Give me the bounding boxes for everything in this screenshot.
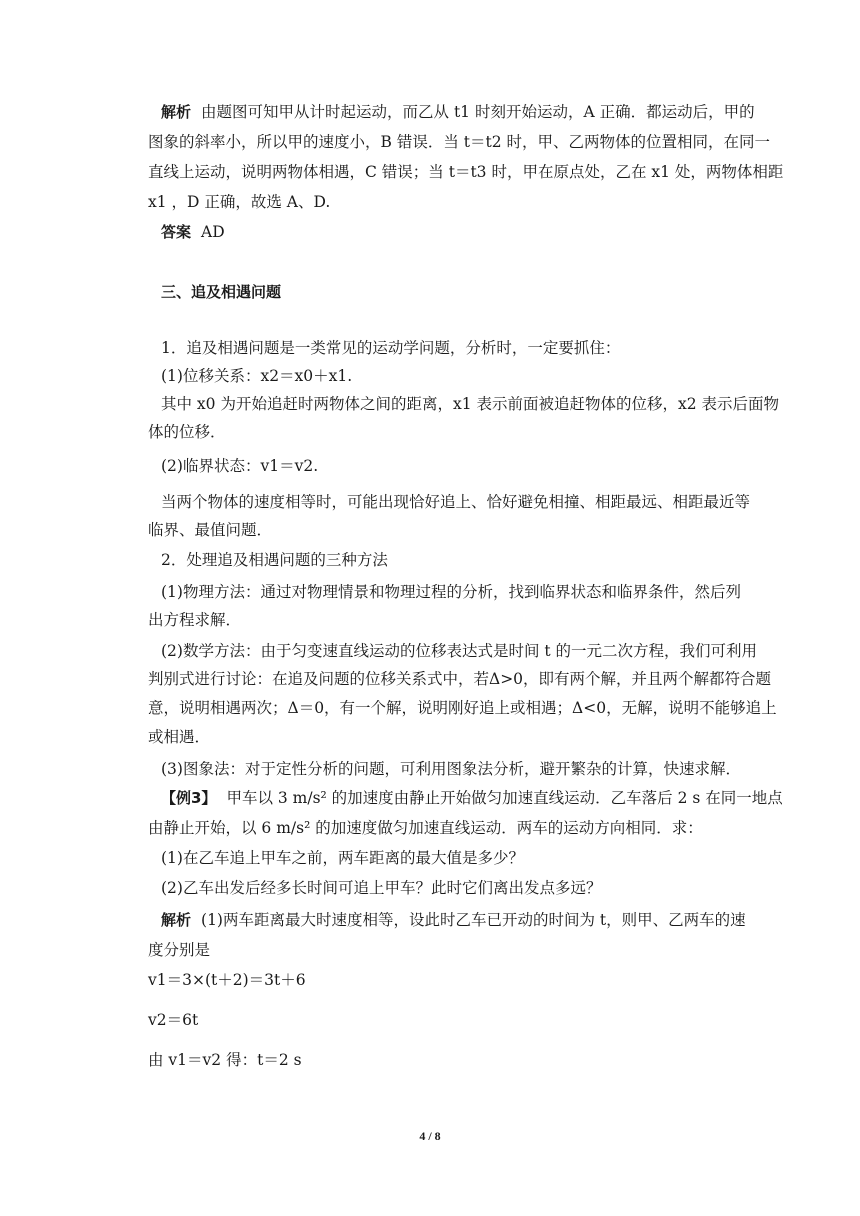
answer-value: AD bbox=[201, 223, 225, 241]
paragraph-line: 其中 x0 为开始追赶时两物体之间的距离，x1 表示前面被追赶物体的位移，x2 表示后面物 bbox=[161, 395, 780, 413]
solution-line-2: 度分别是 bbox=[148, 941, 211, 959]
paragraph-line: (2)数学方法：由于匀变速直线运动的位移表达式是时间 t 的一元二次方程，我们可利用 bbox=[161, 642, 758, 660]
paragraph-line: 或相遇． bbox=[148, 728, 211, 746]
paragraph-line: 1．追及相遇问题是一类常见的运动学问题，分析时，一定要抓住： bbox=[161, 339, 621, 357]
analysis-line-1 bbox=[161, 102, 761, 122]
analysis-line-3: 直线上运动，说明两物体相遇，C 错误；当 t＝t3 时，甲在原点处，乙在 x1 处，两物体相距 bbox=[148, 163, 784, 181]
analysis-line-2: 图象的斜率小，所以甲的速度小，B 错误．当 t＝t2 时，甲、乙两物体的位置相同，在同一 bbox=[148, 133, 770, 151]
paragraph-line: 临界、最值问题． bbox=[148, 521, 273, 539]
paragraph-line: 出方程求解． bbox=[148, 611, 242, 629]
answer-line bbox=[161, 222, 761, 242]
text: (1)两车距离最大时速度相等，设此时乙车已开动的时间为 t，则甲、乙两车的速 bbox=[201, 911, 746, 929]
paragraph-line: 2．处理追及相遇问题的三种方法 bbox=[161, 551, 388, 569]
example-label: 【例3】 bbox=[161, 789, 217, 807]
equation-v2: v2＝6t bbox=[148, 1011, 199, 1029]
example-line-1 bbox=[161, 788, 783, 808]
question-1: (1)在乙车追上甲车之前，两车距离的最大值是多少？ bbox=[161, 849, 524, 867]
text: 由题图可知甲从计时起运动，而乙从 t1 时刻开始运动，A 正确．都运动后，甲的 bbox=[201, 103, 755, 121]
paragraph-line: (1)位移关系：x2＝x0＋x1. bbox=[161, 367, 353, 385]
paragraph-line: (3)图象法：对于定性分析的问题，可利用图象法分析，避开繁杂的计算，快速求解． bbox=[161, 760, 741, 778]
analysis-line-4: x1 ，D 正确，故选 A、D. bbox=[148, 193, 331, 211]
paragraph-line: (1)物理方法：通过对物理情景和物理过程的分析，找到临界状态和临界条件，然后列 bbox=[161, 583, 741, 601]
paragraph-line: 判别式进行讨论：在追及问题的位移关系式中，若Δ>0，即有两个解，并且两个解都符合题 bbox=[148, 670, 772, 688]
paragraph-line: 体的位移． bbox=[148, 423, 226, 441]
paragraph-line: (2)临界状态：v1＝v2. bbox=[161, 457, 319, 475]
solution-line-1 bbox=[161, 910, 761, 930]
question-2: (2)乙车出发后经多长时间可追上甲车？此时它们离出发点多远？ bbox=[161, 879, 602, 897]
text: 甲车以 3 m/s² 的加速度由静止开始做匀加速直线运动．乙车落后 2 s 在同一地点 bbox=[226, 789, 783, 807]
example-line-2: 由静止开始，以 6 m/s² 的加速度做匀加速直线运动．两车的运动方向相同．求： bbox=[148, 819, 703, 837]
answer-label: 答案 bbox=[161, 223, 192, 241]
paragraph-line: 意，说明相遇两次；Δ＝0，有一个解，说明刚好追上或相遇；Δ<0，无解，说明不能够追上 bbox=[148, 699, 777, 717]
analysis-label: 解析 bbox=[161, 911, 192, 929]
equation-t: 由 v1＝v2 得：t＝2 s bbox=[148, 1051, 302, 1069]
analysis-label: 解析 bbox=[161, 103, 192, 121]
paragraph-line: 当两个物体的速度相等时，可能出现恰好追上、恰好避免相撞、相距最远、相距最近等 bbox=[161, 493, 751, 511]
page-number: 4 / 8 bbox=[419, 1129, 441, 1143]
equation-v1: v1＝3×(t＋2)＝3t＋6 bbox=[148, 971, 306, 989]
section-heading: 三、追及相遇问题 bbox=[161, 283, 282, 301]
